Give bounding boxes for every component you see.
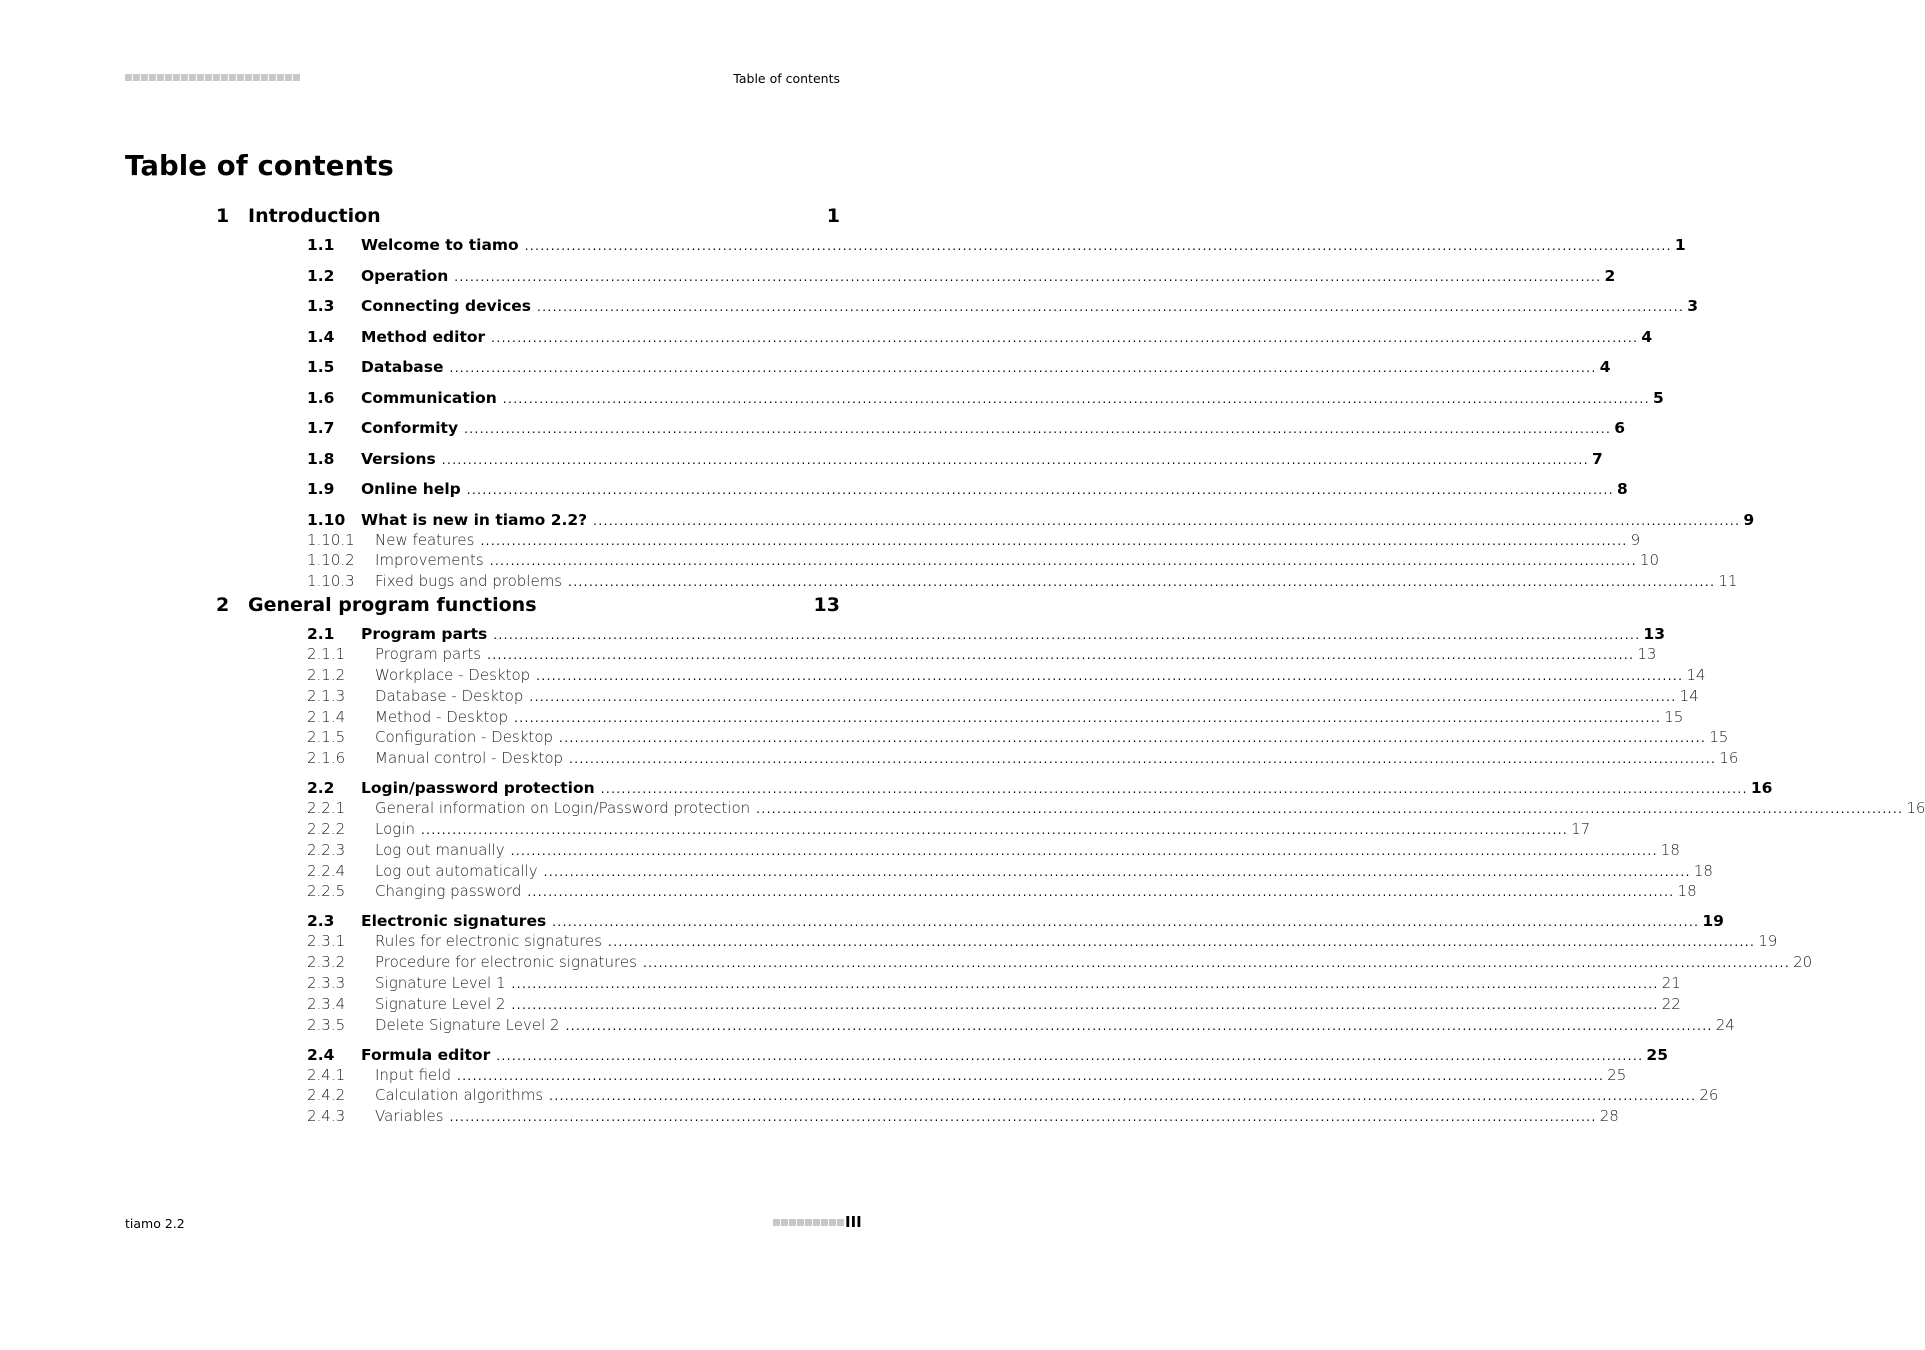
- toc-title: General information on Login/Password protection: [375, 799, 751, 818]
- toc-page-number: 6: [1614, 419, 1626, 437]
- header-title: Table of contents: [733, 71, 840, 86]
- toc-entry-sub[interactable]: [307, 861, 1713, 880]
- decor-square: [189, 74, 196, 81]
- toc-leader-dots: ............................................................................................................................................................................................................................: [464, 422, 1612, 436]
- toc-entry-section[interactable]: [307, 510, 1755, 529]
- toc-number: 2.2.5: [307, 882, 346, 901]
- toc-title: Electronic signatures: [361, 912, 547, 931]
- decor-square: [813, 1219, 820, 1226]
- toc-leader-dots: ............................................................................................................................................................................................................................: [527, 885, 1675, 900]
- toc-page-number: 25: [1646, 1045, 1668, 1064]
- footer-left-text: tiamo 2.2: [125, 1216, 185, 1231]
- toc-entry-section[interactable]: [307, 236, 1686, 254]
- toc-number: 1: [216, 205, 230, 227]
- toc-entry-sub[interactable]: [307, 840, 1680, 859]
- toc-leader-dots: ............................................................................................................................................................................................................................: [568, 575, 1716, 590]
- toc-entry-sub[interactable]: [307, 728, 1729, 747]
- toc-title: Database - Desktop: [375, 686, 524, 705]
- toc-title: Method - Desktop: [375, 707, 509, 726]
- toc-number: 2.2.2: [307, 819, 346, 838]
- toc-number: 1.10: [307, 510, 346, 529]
- decor-square: [213, 74, 220, 81]
- toc-leader-dots: ............................................................................................................................................................................................................................: [489, 554, 1637, 569]
- toc-entry-sub[interactable]: [307, 1107, 1619, 1126]
- toc-leader-dots: ............................................................................................................................................................................................................................: [552, 915, 1700, 930]
- toc-page-number: 13: [1643, 625, 1665, 644]
- toc-number: 2.4.1: [307, 1065, 346, 1084]
- toc-page-number: 25: [1607, 1065, 1627, 1084]
- toc-number: 1.7: [307, 419, 335, 437]
- toc-title: Configuration - Desktop: [375, 728, 554, 747]
- toc-entry-chapter[interactable]: [216, 205, 840, 227]
- toc-number: 2.3.2: [307, 953, 346, 972]
- toc-number: 2.4.2: [307, 1086, 346, 1105]
- toc-title: Log out manually: [375, 840, 505, 859]
- toc-entry-sub[interactable]: [307, 551, 1660, 570]
- toc-number: 2.1.3: [307, 686, 346, 705]
- toc-number: 2.2.1: [307, 799, 346, 818]
- toc-title: Conformity: [361, 419, 459, 437]
- decor-square: [821, 1219, 828, 1226]
- toc-entry-sub[interactable]: [307, 530, 1641, 549]
- toc-entry-sub[interactable]: [307, 572, 1738, 591]
- toc-leader-dots: ............................................................................................................................................................................................................................: [487, 648, 1635, 663]
- decor-square: [181, 74, 188, 81]
- toc-leader-dots: ............................................................................................................................................................................................................................: [593, 513, 1741, 528]
- toc-number: 2.4.3: [307, 1107, 346, 1126]
- toc-page-number: 7: [1591, 449, 1603, 468]
- toc-page-number: 17: [1571, 819, 1591, 838]
- toc-number: 1.10.1: [307, 530, 355, 549]
- toc-page-number: 20: [1793, 953, 1813, 972]
- toc-page-number: 18: [1660, 840, 1680, 859]
- toc-number: 2.2: [307, 779, 335, 798]
- toc-title: Formula editor: [361, 1045, 491, 1064]
- header-squares: [125, 74, 300, 81]
- toc-number: 2.1.4: [307, 707, 346, 726]
- toc-entry-section[interactable]: [307, 419, 1626, 437]
- toc-leader-dots: ............................................................................................................................................................................................................................: [454, 269, 1602, 284]
- toc-page-number: 15: [1664, 707, 1684, 726]
- decor-square: [205, 74, 212, 81]
- decor-square: [789, 1219, 796, 1226]
- toc-number: 1.4: [307, 327, 335, 346]
- toc-leader-dots: ............................................................................................................................................................................................................................: [524, 239, 1672, 253]
- toc-leader-dots: ............................................................................................................................................................................................................................: [456, 1068, 1605, 1083]
- toc-leader-dots: ............................................................................................................................................................................................................................: [511, 997, 1659, 1012]
- toc-leader-dots: ............................................................................................................................................................................................................................: [559, 731, 1707, 746]
- toc-number: 2.1: [307, 625, 335, 644]
- toc-page-number: 21: [1661, 973, 1681, 992]
- toc-leader-dots: ............................................................................................................................................................................................................................: [480, 533, 1628, 548]
- toc-entry-sub[interactable]: [307, 749, 1739, 768]
- toc-leader-dots: ............................................................................................................................................................................................................................: [449, 1110, 1597, 1125]
- toc-number: 2.1.1: [307, 645, 346, 664]
- toc-number: 1.6: [307, 388, 335, 407]
- toc-page-number: 14: [1679, 686, 1699, 705]
- toc-entry-section[interactable]: [307, 779, 1773, 798]
- toc-page-number: 4: [1641, 327, 1653, 346]
- toc-entry-sub[interactable]: [307, 799, 1925, 818]
- decor-square: [221, 74, 228, 81]
- toc-title: Manual control - Desktop: [375, 749, 564, 768]
- toc-page-number: 24: [1715, 1015, 1735, 1034]
- toc-leader-dots: ............................................................................................................................................................................................................................: [543, 864, 1691, 879]
- decor-square: [253, 74, 260, 81]
- toc-title: Signature Level 1: [375, 973, 506, 992]
- decor-square: [293, 74, 300, 81]
- decor-square: [141, 74, 148, 81]
- toc-title: Method editor: [361, 327, 486, 346]
- decor-square: [797, 1219, 804, 1226]
- toc-title: Online help: [361, 480, 461, 498]
- toc-page-number: 9: [1743, 510, 1755, 529]
- toc-entry-section[interactable]: [307, 388, 1664, 407]
- toc-entry-section[interactable]: [307, 358, 1611, 376]
- toc-leader-dots: ............................................................................................................................................................................................................................: [642, 956, 1791, 971]
- toc-number: 2.2.3: [307, 840, 346, 859]
- toc-entry-section[interactable]: [307, 449, 1603, 468]
- toc-page-number: 2: [1604, 266, 1616, 285]
- toc-title: Versions: [361, 449, 436, 468]
- toc-number: 2.3.5: [307, 1015, 346, 1034]
- toc-page-number: 5: [1652, 388, 1664, 407]
- toc-number: 2.2.4: [307, 861, 346, 880]
- toc-title: General program functions: [248, 594, 537, 617]
- toc-leader-dots: ............................................................................................................................................................................................................................: [466, 483, 1614, 497]
- toc-leader-dots: ............................................................................................................................................................................................................................: [441, 452, 1589, 467]
- toc-number: 2.1.2: [307, 665, 346, 684]
- toc-number: 1.1: [307, 236, 335, 254]
- toc-title: Improvements: [375, 551, 484, 570]
- toc-title: Variables: [375, 1107, 444, 1126]
- toc-entry-chapter[interactable]: [216, 594, 840, 616]
- toc-leader-dots: ............................................................................................................................................................................................................................: [600, 782, 1748, 797]
- toc-entry-sub[interactable]: [307, 1086, 1719, 1105]
- toc-title: Workplace - Desktop: [375, 665, 531, 684]
- toc-number: 2.4: [307, 1045, 335, 1064]
- toc-title: Input field: [375, 1065, 451, 1084]
- toc-page-number: 18: [1677, 882, 1697, 901]
- toc-title: Calculation algorithms: [375, 1086, 544, 1105]
- toc-page-number: 19: [1758, 932, 1778, 951]
- toc-title: Changing password: [375, 882, 522, 901]
- toc-title: Welcome to tiamo: [361, 236, 519, 254]
- decor-square: [125, 74, 132, 81]
- toc-page-number: 1: [1674, 236, 1686, 254]
- toc-entry-sub[interactable]: [307, 994, 1681, 1013]
- toc-title: Program parts: [375, 645, 482, 664]
- decor-square: [173, 74, 180, 81]
- toc-number: 2.3.3: [307, 973, 346, 992]
- toc-page-number: 28: [1599, 1107, 1619, 1126]
- toc-number: 2.1.6: [307, 749, 346, 768]
- toc-entry-section[interactable]: [307, 625, 1665, 644]
- toc-leader-dots: ............................................................................................................................................................................................................................: [496, 1048, 1644, 1063]
- toc-entry-sub[interactable]: [307, 932, 1778, 951]
- toc-leader-dots: ............................................................................................................................................................................................................................: [529, 689, 1677, 704]
- toc-leader-dots: ............................................................................................................................................................................................................................: [491, 330, 1639, 345]
- toc-number: 2.3.1: [307, 932, 346, 951]
- toc-page-number: 13: [813, 594, 840, 617]
- toc-leader-dots: ............................................................................................................................................................................................................................: [549, 1089, 1697, 1104]
- toc-title: Communication: [361, 388, 497, 407]
- decor-square: [285, 74, 292, 81]
- toc-entry-sub[interactable]: [307, 665, 1706, 684]
- toc-entry-sub[interactable]: [307, 882, 1697, 901]
- toc-leader-dots: ............................................................................................................................................................................................................................: [537, 300, 1685, 314]
- footer-squares: [773, 1219, 844, 1226]
- decor-square: [133, 74, 140, 81]
- toc-page-number: 1: [826, 205, 840, 227]
- toc-number: 2.1.5: [307, 728, 346, 747]
- toc-entry-sub[interactable]: [307, 819, 1591, 838]
- toc-entry-section[interactable]: [307, 266, 1616, 285]
- toc-page-number: 16: [1750, 779, 1773, 798]
- toc-entry-section[interactable]: [307, 297, 1698, 315]
- toc-page-number: 13: [1637, 645, 1657, 664]
- toc-title: Fixed bugs and problems: [375, 572, 563, 591]
- decor-square: [157, 74, 164, 81]
- toc-leader-dots: ............................................................................................................................................................................................................................: [449, 361, 1597, 375]
- decor-square: [229, 74, 236, 81]
- toc-page-number: 14: [1686, 665, 1706, 684]
- toc-title: Delete Signature Level 2: [375, 1015, 560, 1034]
- toc-title: Signature Level 2: [375, 994, 506, 1013]
- toc-page-number: 3: [1687, 297, 1698, 315]
- toc-title: What is new in tiamo 2.2?: [361, 510, 588, 529]
- toc-number: 1.10.2: [307, 551, 355, 570]
- toc-page-number: 22: [1661, 994, 1681, 1013]
- toc-entry-sub[interactable]: [307, 973, 1681, 992]
- toc-title: Database: [361, 358, 444, 376]
- toc-entry-section[interactable]: [307, 1045, 1668, 1064]
- toc-leader-dots: ............................................................................................................................................................................................................................: [608, 935, 1756, 950]
- toc-page-number: 15: [1709, 728, 1729, 747]
- decor-square: [269, 74, 276, 81]
- toc-page-number: 26: [1699, 1086, 1719, 1105]
- decor-square: [245, 74, 252, 81]
- toc-entry-sub[interactable]: [307, 1015, 1735, 1034]
- toc-leader-dots: ............................................................................................................................................................................................................................: [493, 628, 1641, 643]
- toc-title: Connecting devices: [361, 297, 531, 315]
- toc-entry-sub[interactable]: [307, 953, 1813, 972]
- toc-leader-dots: ............................................................................................................................................................................................................................: [514, 710, 1662, 725]
- toc-leader-dots: ............................................................................................................................................................................................................................: [565, 1018, 1713, 1033]
- decor-square: [805, 1219, 812, 1226]
- toc-number: 1.8: [307, 449, 335, 468]
- toc-page-number: 19: [1702, 912, 1724, 931]
- toc-number: 2: [216, 594, 230, 617]
- toc-number: 2.3: [307, 912, 335, 931]
- footer-page-number: III: [845, 1213, 862, 1231]
- toc-title: Program parts: [361, 625, 488, 644]
- decor-square: [781, 1219, 788, 1226]
- decor-square: [149, 74, 156, 81]
- toc-number: 1.5: [307, 358, 335, 376]
- toc-leader-dots: ............................................................................................................................................................................................................................: [502, 391, 1650, 406]
- toc-number: 1.10.3: [307, 572, 355, 591]
- decor-square: [837, 1219, 844, 1226]
- toc-entry-sub[interactable]: [307, 707, 1684, 726]
- toc-entry-section[interactable]: [307, 480, 1628, 498]
- toc-title: Introduction: [248, 205, 381, 227]
- toc-number: 1.2: [307, 266, 335, 285]
- toc-leader-dots: ............................................................................................................................................................................................................................: [569, 752, 1717, 767]
- toc-page-number: 9: [1630, 530, 1641, 549]
- decor-square: [277, 74, 284, 81]
- page-title: Table of contents: [125, 150, 394, 182]
- toc-leader-dots: ............................................................................................................................................................................................................................: [510, 843, 1658, 858]
- decor-square: [261, 74, 268, 81]
- toc-page-number: 16: [1719, 749, 1739, 768]
- decor-square: [165, 74, 172, 81]
- toc-entry-section[interactable]: [307, 912, 1724, 931]
- decor-square: [829, 1219, 836, 1226]
- toc-number: 1.9: [307, 480, 335, 498]
- toc-entry-sub[interactable]: [307, 1065, 1627, 1084]
- toc-title: New features: [375, 530, 475, 549]
- toc-leader-dots: ............................................................................................................................................................................................................................: [756, 802, 1904, 817]
- toc-page-number: 8: [1616, 480, 1628, 498]
- toc-entry-sub[interactable]: [307, 686, 1699, 705]
- decor-square: [197, 74, 204, 81]
- toc-page-number: 4: [1599, 358, 1611, 376]
- toc-leader-dots: ............................................................................................................................................................................................................................: [511, 976, 1659, 991]
- toc-title: Rules for electronic signatures: [375, 932, 603, 951]
- toc-number: 1.3: [307, 297, 335, 315]
- toc-title: Login: [375, 819, 415, 838]
- toc-title: Procedure for electronic signatures: [375, 953, 637, 972]
- toc-number: 2.3.4: [307, 994, 346, 1013]
- toc-page-number: 16: [1906, 799, 1925, 818]
- toc-page-number: 10: [1639, 551, 1660, 570]
- toc-title: Operation: [361, 266, 449, 285]
- decor-square: [773, 1219, 780, 1226]
- toc-leader-dots: ............................................................................................................................................................................................................................: [536, 668, 1684, 683]
- toc-page-number: 11: [1718, 572, 1738, 591]
- toc-entry-sub[interactable]: [307, 645, 1657, 664]
- toc-leader-dots: ............................................................................................................................................................................................................................: [420, 822, 1569, 837]
- decor-square: [237, 74, 244, 81]
- toc-page-number: 18: [1693, 861, 1713, 880]
- toc-entry-section[interactable]: [307, 327, 1653, 346]
- toc-title: Log out automatically: [375, 861, 538, 880]
- toc-title: Login/password protection: [361, 779, 595, 798]
